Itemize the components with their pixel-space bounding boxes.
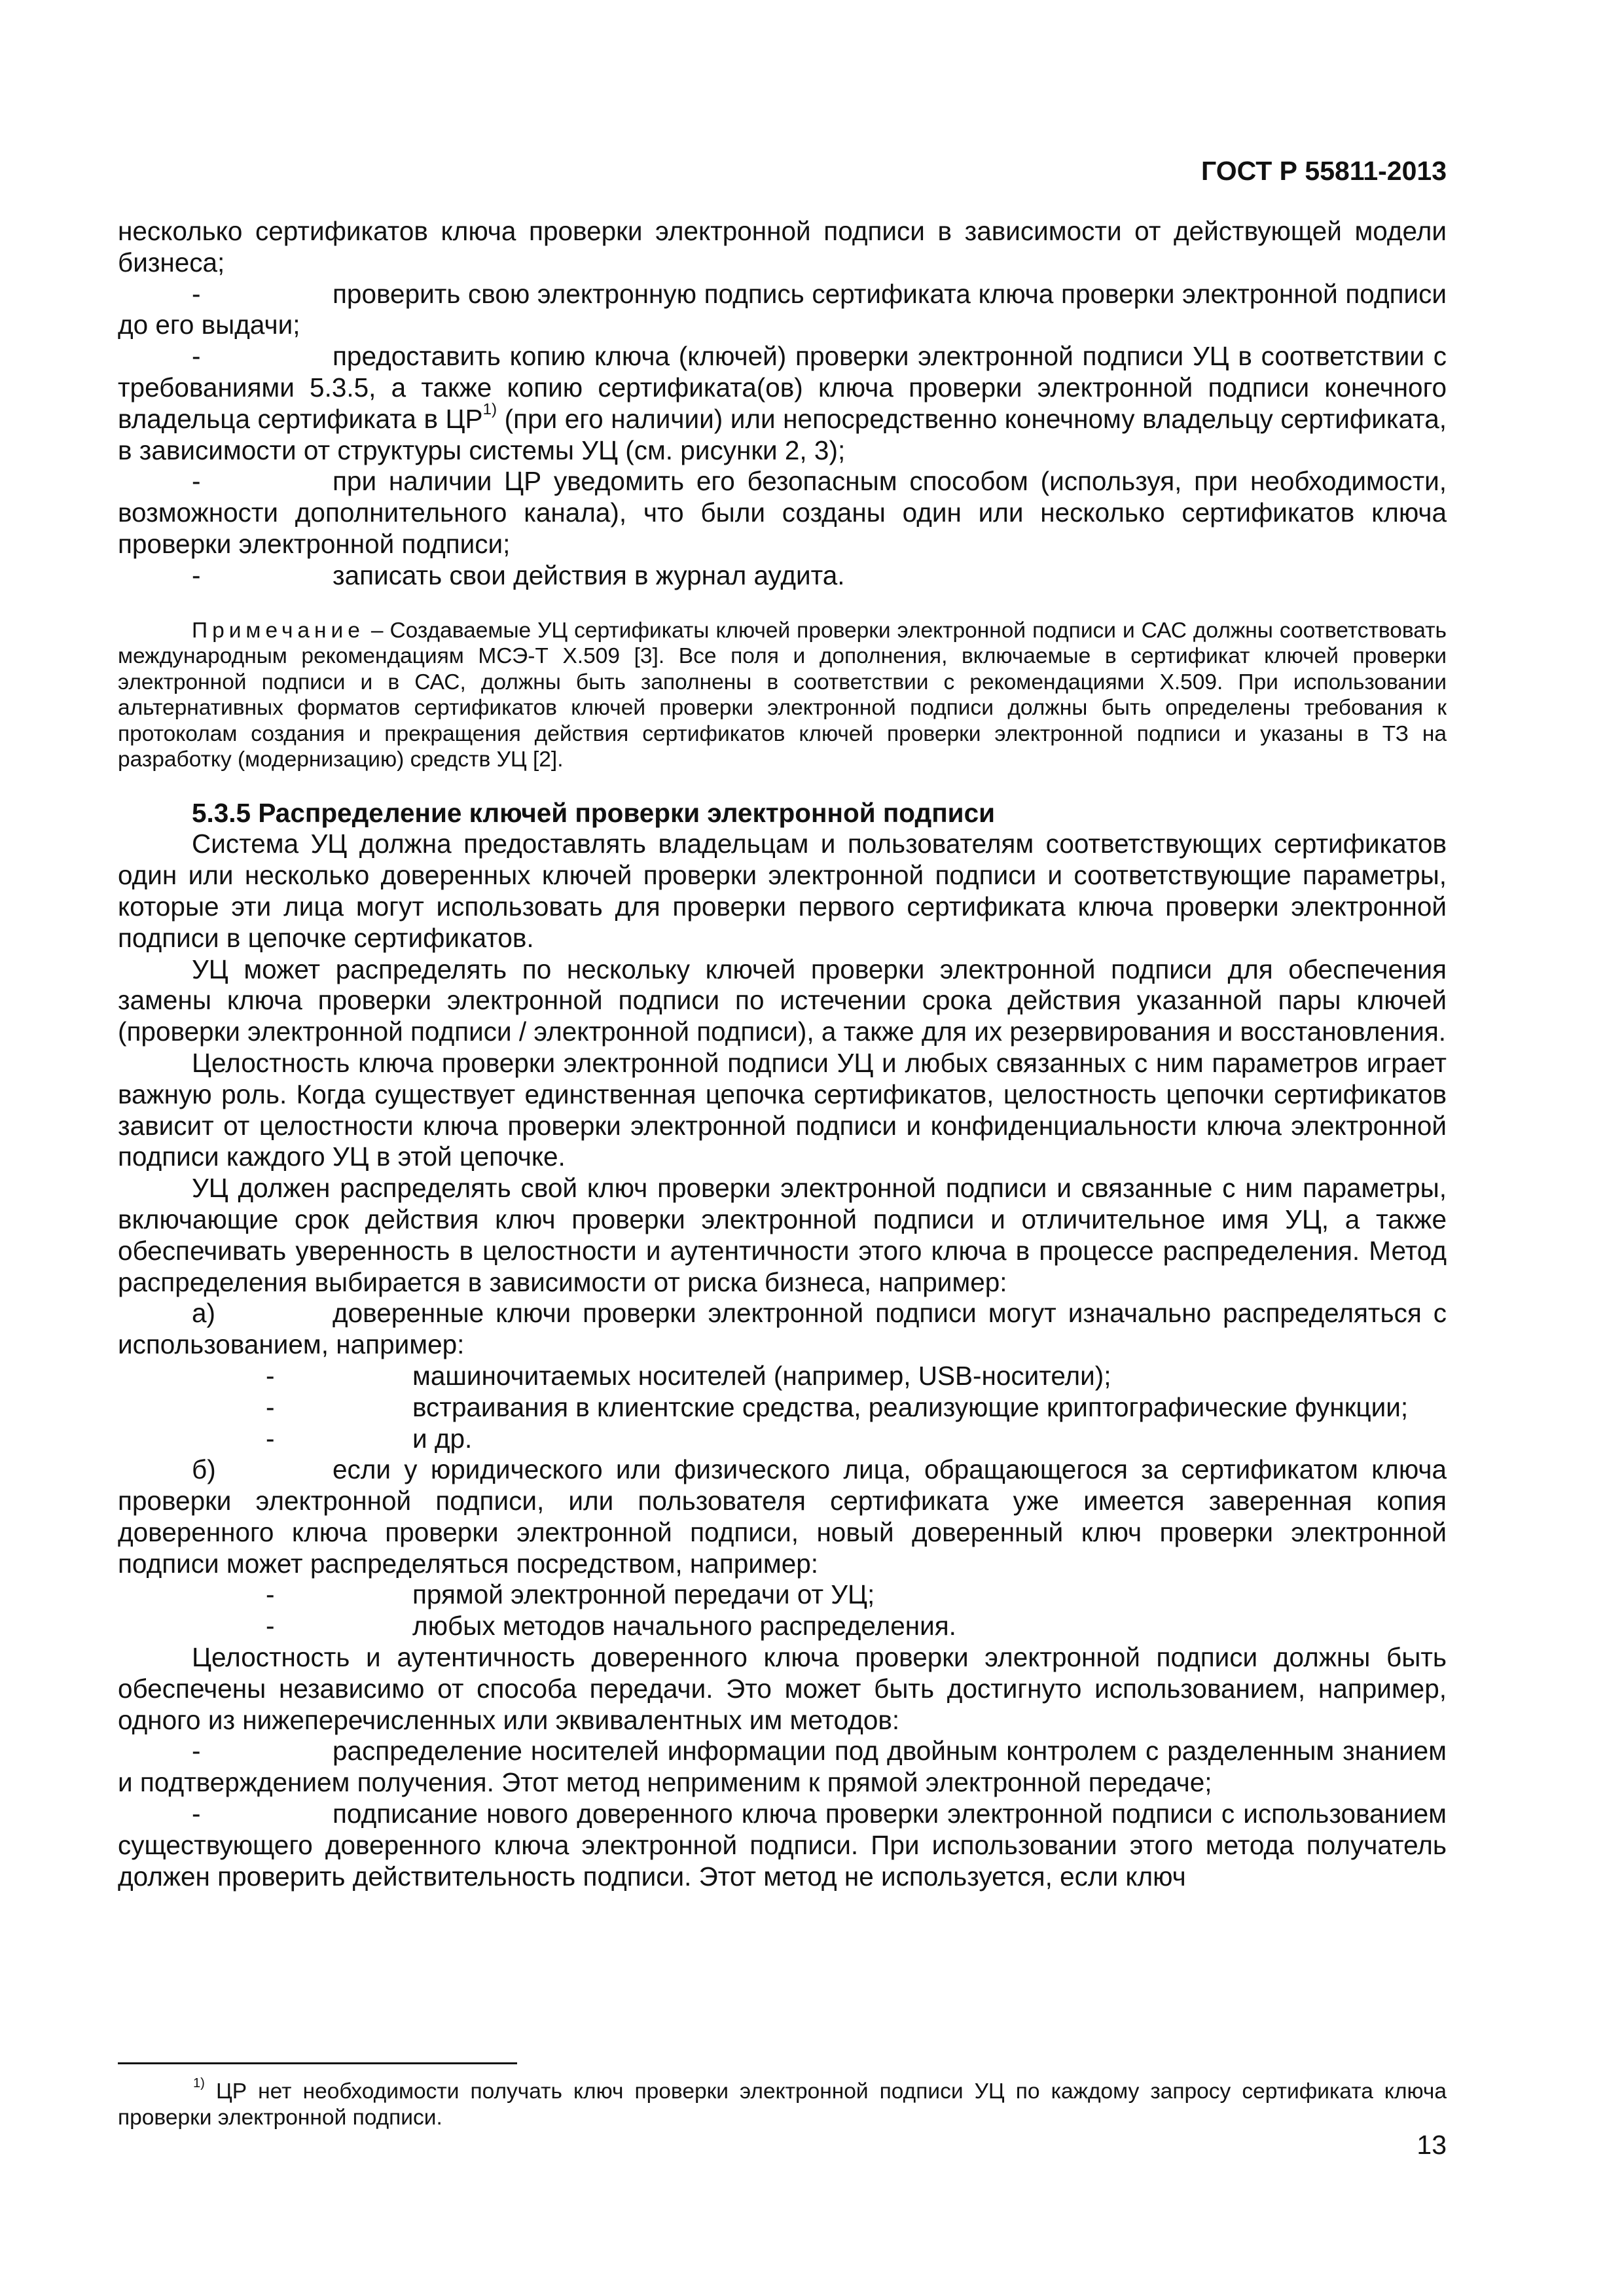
note-label: Примечание (192, 618, 365, 643)
list-item-text: машиночитаемых носителей (например, USB-носители); (412, 1360, 1111, 1391)
paragraph: УЦ может распределять по нескольку ключей проверки электронной подписи для обеспечения замены ключа проверки электронной подписи по истечении срока действия указанной пары ключей (проверки электронной подписи / электронной подписи), а также для их резервирования и восстановления. (118, 954, 1447, 1047)
document-header: ГОСТ Р 55811-2013 (1201, 156, 1447, 186)
list-item-text: при наличии ЦР уведомить его безопасным способом (используя, при необходимости, возможности дополнительного канала), что были созданы один или несколько сертификатов ключа проверки электронной подписи; (118, 466, 1447, 559)
dash-marker: - (192, 278, 201, 309)
list-item-text: если у юридического или физического лица, обращающегося за сертификатом ключа проверки электронной подписи, или пользователя сертификата уже имеется заверенная копия доверенного ключа проверки электронной подписи, новый доверенный ключ проверки электронной подписи может распределяться посредством, например: (118, 1454, 1447, 1579)
document-body (118, 216, 1447, 1892)
list-item-text: и др. (412, 1423, 473, 1454)
list-item-text: распределение носителей информации под двойным контролем с разделенным знанием и подтверждением получения. Этот метод неприменим к прямой электронной передаче; (118, 1736, 1447, 1798)
dash-marker: - (266, 1579, 275, 1610)
dash-marker: - (266, 1423, 275, 1454)
list-item-text: подписание нового доверенного ключа проверки электронной подписи с использованием существующего доверенного ключа электронной подписи. При использовании этого метода получатель должен проверить действительность подписи. Этот метод не используется, если ключ (118, 1799, 1447, 1892)
footnote-divider (118, 2062, 517, 2064)
list-item-text: встраивания в клиентские средства, реализующие криптографические функции; (412, 1391, 1409, 1422)
footnote-marker: 1) (193, 2075, 205, 2090)
dash-marker: - (266, 1611, 275, 1641)
dash-marker: - (266, 1391, 275, 1422)
dash-marker: - (192, 1736, 201, 1767)
list-marker: б) (192, 1454, 216, 1485)
list-item (118, 1579, 1447, 1611)
list-item (118, 341, 1447, 466)
list-item-text: проверить свою электронную подпись сертификата ключа проверки электронной подписи до его выдачи; (118, 278, 1447, 340)
list-item (118, 1454, 1447, 1579)
list-item (118, 1611, 1447, 1642)
list-item (118, 1424, 1447, 1455)
dash-marker: - (192, 341, 201, 372)
list-item (118, 466, 1447, 560)
list-marker: а) (192, 1298, 216, 1329)
list-item-text: записать свои действия в журнал аудита. (333, 560, 845, 590)
list-item (118, 279, 1447, 342)
list-item (118, 560, 1447, 592)
paragraph: Система УЦ должна предоставлять владельцам и пользователям соответствующих сертификатов один или несколько доверенных ключей проверки электронной подписи и соответствующие параметры, которые эти лица могут использовать для проверки первого сертификата ключа проверки электронной подписи в цепочке сертификатов. (118, 829, 1447, 953)
dash-marker: - (266, 1360, 275, 1391)
list-item-text: прямой электронной передачи от УЦ; (412, 1579, 875, 1610)
dash-marker: - (192, 466, 201, 497)
dash-marker: - (192, 560, 201, 590)
list-item-text: (при его наличии) или непосредственно конечному владельцу сертификата, в зависимости от структуры системы УЦ (см. рисунки 2, 3); (118, 403, 1447, 465)
paragraph: УЦ должен распределять свой ключ проверки электронной подписи и связанные с ним параметры, включающие срок действия ключ проверки электронной подписи и отличительное имя УЦ, а также обеспечивать уверенность в целостности и аутентичности этого ключа в процессе распределения. Метод распределения выбирается в зависимости от риска бизнеса, например: (118, 1173, 1447, 1297)
footnote-reference[interactable]: 1) (482, 401, 497, 419)
list-item-text: доверенные ключи проверки электронной подписи могут изначально распределяться с использованием, например: (118, 1298, 1447, 1360)
section-title: 5.3.5 Распределение ключей проверки электронной подписи (192, 797, 996, 828)
list-item (118, 1736, 1447, 1799)
list-item (118, 1799, 1447, 1892)
footnote-text: ЦР нет необходимости получать ключ проверки электронной подписи УЦ по каждому запросу сертификата ключа проверки электронной подписи. (118, 2079, 1447, 2130)
list-item (118, 1361, 1447, 1392)
footnote (118, 2075, 1447, 2131)
dash-marker: - (192, 1799, 201, 1829)
list-item-text: предоставить копию ключа (ключей) проверки электронной подписи УЦ в соответствии с требованиями 5.3.5, а также копию сертификата(ов) ключа проверки электронной подписи конечного владельца сертификата в ЦР (118, 341, 1447, 434)
paragraph: несколько сертификатов ключа проверки электронной подписи в зависимости от действующей модели бизнеса; (118, 216, 1447, 278)
note (118, 618, 1447, 773)
page-number: 13 (1416, 2130, 1447, 2160)
paragraph: Целостность и аутентичность доверенного ключа проверки электронной подписи должны быть обеспечены независимо от способа передачи. Это может быть достигнуто использованием, например, одного из нижеперечисленных или эквивалентных им методов: (118, 1642, 1447, 1735)
list-item (118, 1392, 1447, 1424)
note-text: – Создаваемые УЦ сертификаты ключей проверки электронной подписи и САС должны соответствовать международным рекомендациям МСЭ-Т Х.509 [3]. Все поля и дополнения, включаемые в сертификат ключей проверки электронной подписи и в САС, должны быть заполнены в соответствии с рекомендациями Х.509. При использовании альтернативных форматов сертификатов ключей проверки электронной подписи должны быть определены требования к протоколам создания и прекращения действия сертификатов ключей проверки электронной подписи и указаны в ТЗ на разработку (модернизацию) средств УЦ [2]. (118, 618, 1447, 772)
paragraph: Целостность ключа проверки электронной подписи УЦ и любых связанных с ним параметров играет важную роль. Когда существует единственная цепочка сертификатов, целостность цепочки сертификатов зависит от целостности ключа проверки электронной подписи и конфиденциальности ключа электронной подписи каждого УЦ в этой цепочке. (118, 1047, 1447, 1172)
list-item-text: любых методов начального распределения. (412, 1611, 956, 1641)
list-item (118, 1298, 1447, 1361)
